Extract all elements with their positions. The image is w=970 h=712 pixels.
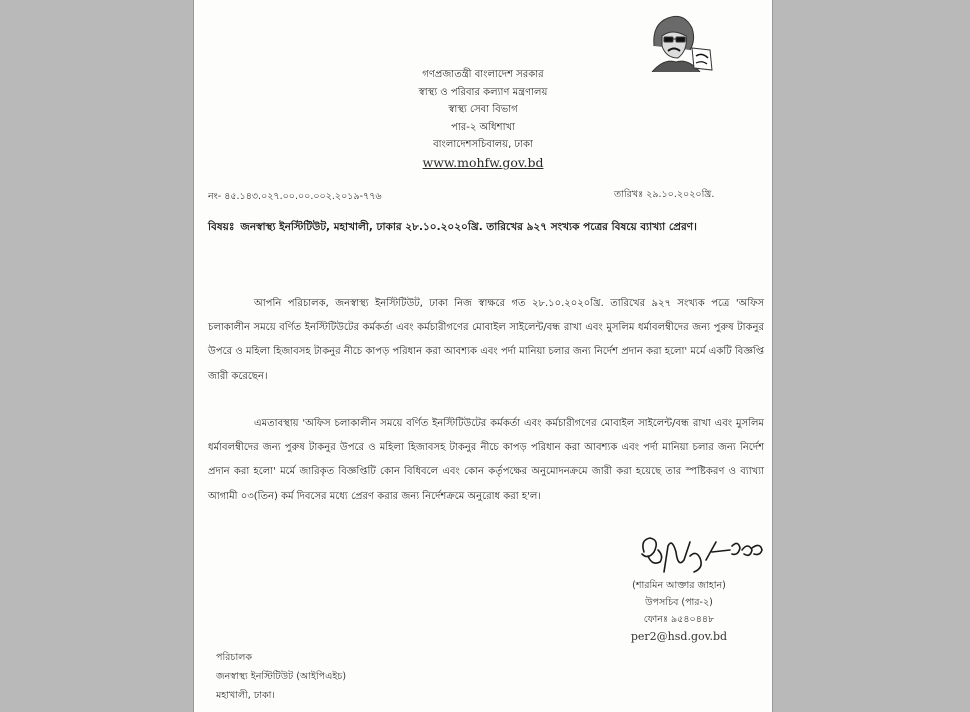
header-line-ministry: স্বাস্থ্য ও পরিবার কল্যাণ মন্ত্রণালয় [418,86,548,98]
recipient-institute: জনস্বাস্থ্য ইনস্টিটিউট (আইপিএইচ) [216,671,347,682]
signatory-designation: উপসচিব (পার-২) [645,597,713,608]
signatory-name: (শারমিন আক্তার জাহান) [632,580,726,591]
body-paragraph-1: আপনি পরিচালক, জনস্বাস্থ্য ইনস্টিটিউট, ঢাকা নিজ স্বাক্ষরে গত ২৮.১০.২০২০খ্রি. তারিখের ৯২৭ সংখ্যক পত্রে 'অফিস চলাকালীন সময়ে বর্ণিত ইনস্টিটিউটের কর্মকর্তা এবং কর্মচারীগণের মোবাইল সাইলেন্ট/বন্ধ রাখা এবং মুসলিম ধর্মাবলম্বীদের জন্য পুরুষ টাকনুর উপরে ও মহিলা হিজাবসহ টাকনুর নীচে কাপড় পরিধান করা আবশ্যক এবং পর্দা মানিয়া চলার জন্য নির্দেশ প্রদান করা হলো' মর্মে একটি বিজ্ঞপ্তি জারী করেছেন। [208,298,764,382]
signatory-phone: ফোনঃ ৯৫৪০৪৪৮ [643,614,715,625]
header-line-division: স্বাস্থ্য সেবা বিভাগ [448,104,518,115]
header-line-government: গণপ্রজাতন্ত্রী বাংলাদেশ সরকার [422,69,544,80]
subject-line [208,220,768,237]
header-line-address: বাংলাদেশসচিবালয়, ঢাকা [433,139,533,150]
body-paragraph-2: এমতাবস্থায় 'অফিস চলাকালীন সময়ে বর্ণিত ইনস্টিটিউটের কর্মকর্তা এবং কর্মচারীগণের মোবাইল সাইলেন্ট/বন্ধ রাখা এবং মুসলিম ধর্মাবলম্বীদের জন্য পুরুষ টাকনুর উপরে ও মহিলা হিজাবসহ টাকনুর নীচে কাপড় পরিধান করা আবশ্যক এবং পর্দা মানিয়া চলার জন্য নির্দেশ প্রদান করা হলো' মর্মে জারিকৃত বিজ্ঞপ্তিটি কোন বিধিবলে এবং কোন কর্তৃপক্ষের অনুমোদনক্রমে জারী করা হয়েছে তার স্পষ্টিকরণ ও ব্যাখ্যা আগামী ০৩(তিন) কর্ম দিবসের মধ্যে প্রেরণ করার জন্য নির্দেশক্রমে অনুরোধ করা হ'ল। [208,418,764,502]
letter-page [193,0,773,712]
subject-text: জনস্বাস্থ্য ইনস্টিটিউট, মহাখালী, ঢাকার ২৮.১০.২০২০খ্রি. তারিখের ৯২৭ সংখ্যক পত্রের বিষয়ে ব্যাখ্যা প্রেরণ। [240,221,697,233]
letter-date: তারিখঃ ২৯.১০.২০২০খ্রি. [614,189,715,200]
signatory-email[interactable]: per2@hsd.gov.bd [630,630,728,643]
website-link[interactable]: www.mohfw.gov.bd [422,154,544,170]
recipient-title: পরিচালক [216,652,252,663]
signatory-block [599,577,759,645]
recipient-address [216,648,346,705]
office-header [194,66,772,171]
reference-number: নং- ৪৫.১৪৩.০২৭.০০.০০.০০২.২০১৯-৭৭৬ [208,191,382,202]
portrait-emblem-image [634,6,724,72]
recipient-location: মহাখালী, ঢাকা। [216,690,275,701]
header-line-branch: পার-২ অধিশাখা [451,121,515,133]
subject-label: বিষয়ঃ [208,221,235,233]
